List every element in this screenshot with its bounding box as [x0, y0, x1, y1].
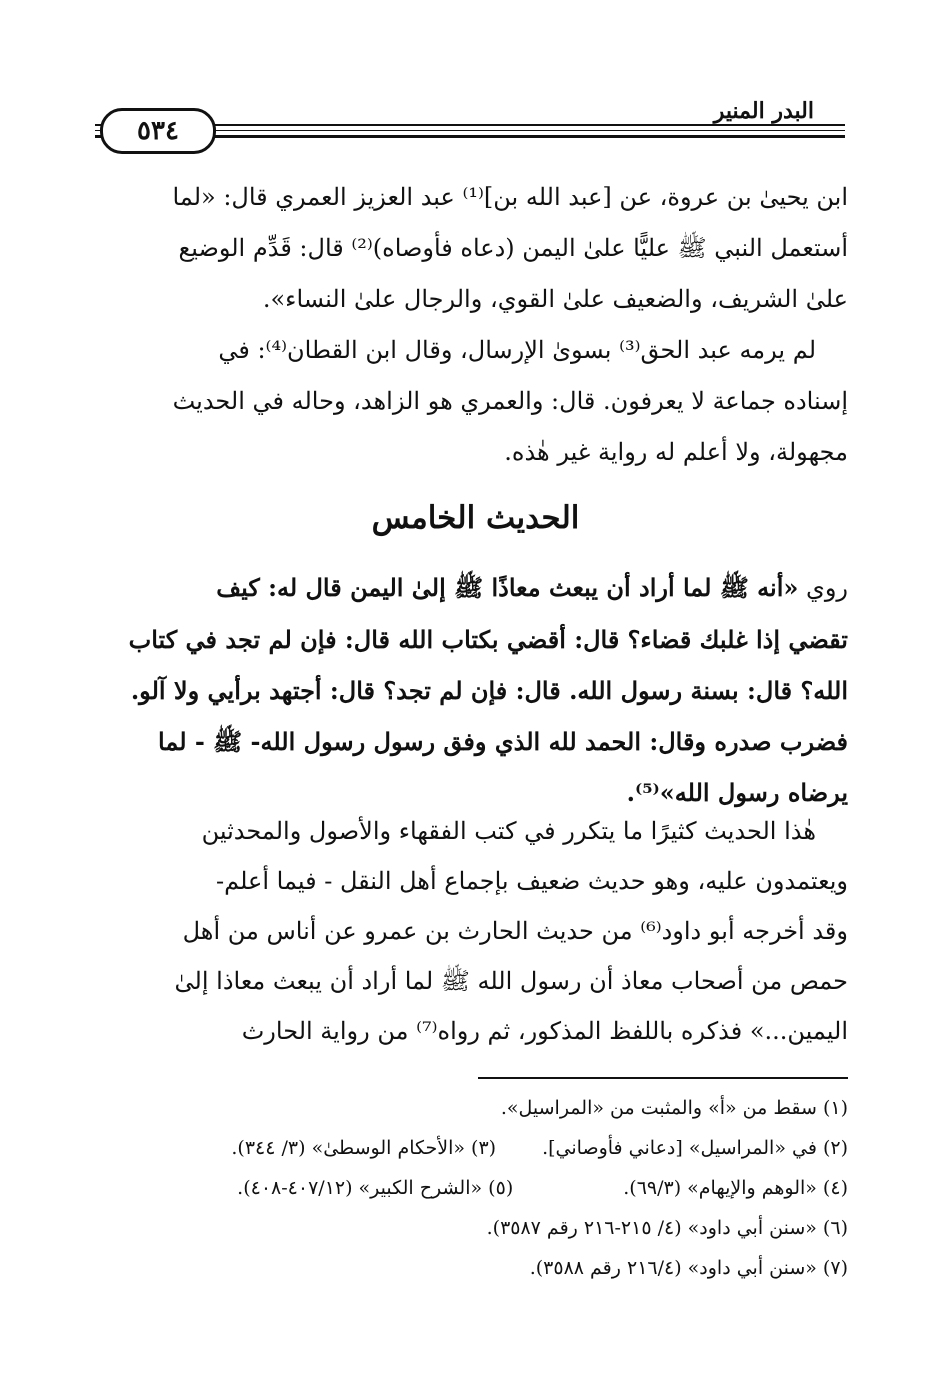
- footnote: (١) سقط من «أ» والمثبت من «المراسيل».: [500, 1097, 848, 1119]
- text-line: وقد أخرجه أبو داود⁽⁶⁾ من حديث الحارث بن عمرو عن أناس من أهل: [182, 917, 848, 945]
- text-line: لم يرمه عبد الحق⁽³⁾ بسوىٰ الإرسال، وقال ابن القطان⁽⁴⁾: في: [218, 336, 816, 364]
- footnote: (٤) «الوهم والإيهام» (٦٩/٣).: [623, 1177, 848, 1199]
- text-line: اليمين...» فذكره باللفظ المذكور، ثم رواه⁽⁷⁾ من رواية الحارث: [241, 1017, 848, 1045]
- footnote-line: [103, 1128, 848, 1168]
- footnote: (٢) في «المراسيل» [دعاني فأوصاني].: [542, 1137, 848, 1159]
- text-line: هٰذا الحديث كثيرًا ما يتكرر في كتب الفقهاء والأصول والمحدثين: [201, 817, 816, 845]
- text-line: ويعتمدون عليه، وهو حديث ضعيف بإجماع أهل النقل - فيما أعلم-: [216, 867, 848, 895]
- text-line: حمص من أصحاب معاذ أن رسول الله ﷺ لما أراد أن يبعث معاذا إلىٰ: [174, 967, 848, 995]
- footnote-line: [103, 1088, 848, 1128]
- hadith-line: فضرب صدره وقال: الحمد لله الذي وفق رسول رسول الله- ﷺ - لما: [158, 727, 848, 756]
- hadith-quote: «أنه ﷺ لما أراد أن يبعث معاذًا ﷺ إلىٰ اليمن قال له: كيف: [216, 573, 799, 602]
- footnote-line: [103, 1168, 848, 1208]
- text-line: مجهولة، ولا أعلم له رواية غير هٰذه.: [504, 438, 848, 466]
- running-title: البدر المنير: [708, 98, 820, 124]
- text-line: إسناده جماعة لا يعرفون. قال: والعمري هو الزاهد، وحاله في الحديث: [172, 387, 848, 415]
- hadith-text: [103, 562, 848, 818]
- footnote-separator: [478, 1077, 848, 1079]
- footnote-line: [103, 1208, 848, 1248]
- footnote: (٥) «الشرح الكبير» (٤٠٧/١٢-٤٠٨).: [237, 1177, 514, 1199]
- hadith-line: يرضاه رسول الله»⁽⁵⁾.: [626, 778, 848, 807]
- footnotes: [103, 1088, 848, 1288]
- footnote: (٣) «الأحكام الوسطىٰ» (٣/ ٣٤٤).: [231, 1137, 497, 1159]
- text-line: علىٰ الشريف، والضعيف علىٰ القوي، والرجال علىٰ النساء».: [262, 285, 848, 313]
- hadith-line: تقضي إذا غلبك قضاء؟ قال: أقضي بكتاب الله قال: فإن لم تجد في كتاب: [128, 625, 848, 654]
- page-number: ٥٣٤: [100, 108, 216, 154]
- intro-paragraphs: [103, 172, 848, 478]
- text-line: ابن يحيىٰ بن عروة، عن [عبد الله بن]⁽¹⁾ عبد العزيز العمري قال: «لما: [172, 183, 848, 211]
- hadith-line: الله؟ قال: بسنة رسول الله. قال: فإن لم تجد؟ قال: أجتهد برأيي ولا آلو.: [130, 676, 848, 705]
- hadith-line: [103, 562, 848, 614]
- section-title: الحديث الخامس: [371, 500, 580, 536]
- footnote-line: [103, 1248, 848, 1288]
- footnote: (٦) «سنن أبي داود» (٤/ ٢١٥-٢١٦ رقم ٣٥٨٧).: [486, 1217, 848, 1239]
- hadith-prefix: روي: [798, 574, 848, 602]
- commentary-paragraph: [103, 806, 848, 1056]
- text-line: أستعمل النبي ﷺ عليًّا علىٰ اليمن (دعاه فأوصاه)⁽²⁾ قال: قَدِّم الوضيع: [178, 234, 848, 262]
- footnote: (٧) «سنن أبي داود» (٢١٦/٤ رقم ٣٥٨٨).: [529, 1257, 848, 1279]
- page-header: [95, 100, 845, 150]
